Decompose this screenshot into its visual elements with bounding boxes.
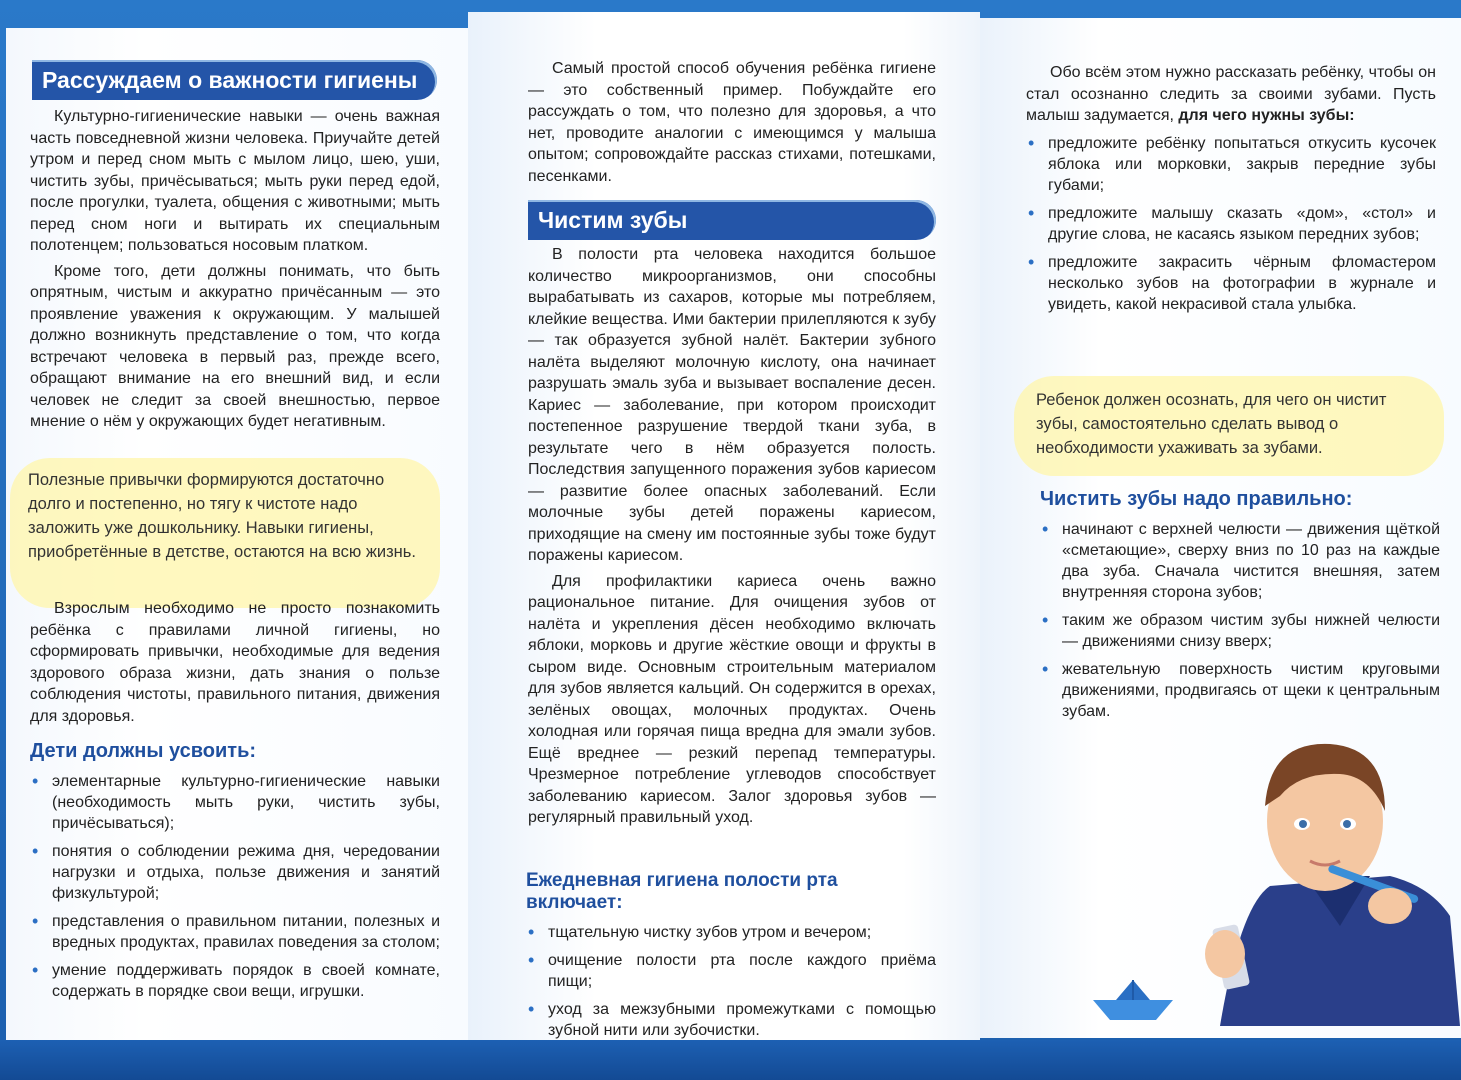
paper-boat-icon bbox=[1088, 980, 1178, 1030]
list-item: • предложите закрасить чёрным фломастером несколько зубов на фотографии в журнале и увидеть, какой некрасивой стала улыбка. bbox=[1026, 252, 1436, 315]
list-item: • элементарные культурно-гигиенические навыки (необходимость мыть руки, чистить зубы, причёсываться); bbox=[30, 771, 440, 834]
list-item: • начинают с верхней челюсти — движения щёткой «сметающие», сверху вниз по 10 раз на каждые два зуба. Сначала чистится внешняя, затем внутренняя сторона зубов; bbox=[1040, 519, 1440, 603]
list-item: • предложите малышу сказать «дом», «стол» и другие слова, не касаясь языком передних зубов; bbox=[1026, 203, 1436, 245]
left-body bbox=[30, 106, 440, 433]
highlight-note bbox=[28, 468, 423, 564]
paragraph: Для профилактики кариеса очень важно рациональное питание. Для очищения зубов от налёта и укрепления дёсен необходимо включать яблоки, морковь и другие жёсткие овощи и фрукты в сыром виде. Основным строительным материалом для зубов является кальций. Он содержится в орехах, зелёных овощах, молочных продуктах. Очень холодная или горячая пища вредна для эмали зубов. Ещё вреднее — резкий перепад температуры. Чрезмерное потребление углеводов способствует заболеванию кариесом. Залог здоровья зубов — регулярный правильный уход. bbox=[528, 572, 936, 826]
bullet-list bbox=[30, 771, 440, 1002]
water-border bbox=[0, 1040, 1461, 1080]
list-item: • очищение полости рта после каждого приёма пищи; bbox=[526, 950, 936, 992]
paragraph: В полости рта человека находится большое количество микроорганизмов, они способны вырабатывать из сахаров, которые мы потребляем, клейкие вещества. Ими бактерии прилепляются к зубу — так образуется зубной налёт. Бактерии зубного налёта выделяют молочную кислоту, она начинает разрушать эмаль зуба и вызывает воспаление десен. Кариес — заболевание, при котором происходит постепенное разрушение твердой ткани зуба, в результате чего в нём образуется полость. Последствия запущенного поражения зубов кариесом — развитие более опасных заболеваний. Если молочные зубы детей поражены кариесом, приходящие на смену им постоянные зубы тоже будут поражены кариесом. bbox=[528, 246, 936, 564]
middle-intro bbox=[528, 58, 936, 187]
paragraph bbox=[1026, 62, 1436, 127]
kids-should-learn bbox=[30, 740, 440, 1009]
paragraph: Культурно-гигиенические навыки — очень важная часть повседневной жизни человека. Приучайте детей утром и перед сном мыть с мылом лицо, шею, уши, чистить зубы, причёсываться; мыть руки перед едой, после прогулки, туалета, общения с животными; мыть перед сном ноги и вытирать их специальным полотенцем; пользоваться носовым платком. bbox=[30, 108, 440, 254]
boy-brushing-teeth-illustration bbox=[1180, 726, 1460, 1026]
list-item: • таким же образом чистим зубы нижней челюсти — движениями снизу вверх; bbox=[1040, 610, 1440, 652]
list-item: • предложите ребёнку попытаться откусить кусочек яблока или морковки, закрыв передние зубы губами; bbox=[1026, 133, 1436, 196]
bullet-list bbox=[526, 922, 936, 1041]
list-item: • тщательную чистку зубов утром и вечером; bbox=[526, 922, 936, 943]
paragraph: Кроме того, дети должны понимать, что быть опрятным, чистым и аккуратно причёсанным — это проявление уважения к окружающим. У малышей должно возникнуть представление о том, что когда встречают человека в первый раз, прежде всего, обращают внимание на его внешний вид, и если человек не следит за своей внешностью, первое мнение о нём у окружающих будет негативным. bbox=[30, 262, 440, 430]
left-page bbox=[6, 28, 468, 1044]
highlight-note bbox=[1036, 388, 1416, 460]
paragraph: Взрослым необходимо не просто познакомить ребёнка с правилами личной гигиены, но сформировать привычки, необходимые для ведения здорового образа жизни, дать знания о пользе соблюдения чистоты, правильного питания, движения для здоровья. bbox=[30, 600, 440, 725]
intro-text: Обо всём этом нужно рассказать ребёнку, чтобы он стал осознанно следить за своими зубами. Пусть малыш задумается, bbox=[1026, 64, 1436, 124]
list-item: • жевательную поверхность чистим круговыми движениями, продвигаясь от щеки к центральным зубам. bbox=[1040, 659, 1440, 722]
middle-body bbox=[528, 244, 936, 829]
bullet-list bbox=[1026, 133, 1436, 315]
right-intro bbox=[1026, 62, 1436, 322]
intro-bold: для чего нужны зубы: bbox=[1178, 107, 1355, 124]
subheading: Дети должны усвоить: bbox=[30, 740, 257, 762]
middle-page bbox=[468, 12, 980, 1048]
list-item: • понятия о соблюдении режима дня, чередовании нагрузки и отдыха, пользе движения и занятий физкультурой; bbox=[30, 841, 440, 904]
list-item: • умение поддерживать порядок в своей комнате, содержать в порядке свои вещи, игрушки. bbox=[30, 960, 440, 1002]
subheading: Ежедневная гигиена полости рта включает: bbox=[526, 870, 838, 913]
highlight-text: Ребенок должен осознать, для чего он чистит зубы, самостоятельно сделать вывод о необходимости ухаживать за зубами. bbox=[1036, 391, 1387, 457]
list-item: • уход за межзубными промежутками с помощью зубной нити или зубочистки. bbox=[526, 999, 936, 1041]
list-item: • представления о правильном питании, полезных и вредных продуктах, правилах поведения за столом; bbox=[30, 911, 440, 953]
subheading: Чистить зубы надо правильно: bbox=[1040, 488, 1353, 510]
bullet-list bbox=[1040, 519, 1440, 722]
brush-properly bbox=[1040, 488, 1440, 729]
highlight-text: Полезные привычки формируются достаточно долго и постепенно, но тягу к чистоте надо заложить уже дошкольнику. Навыки гигиены, приобретённые в детстве, остаются на всю жизнь. bbox=[28, 471, 416, 561]
section-heading-teeth: Чистим зубы bbox=[528, 200, 936, 240]
paragraph: Самый простой способ обучения ребёнка гигиене — это собственный пример. Побуждайте его рассуждать о том, что полезно для здоровья, а что нет, проводите аналогии с имеющимся у малыша опытом; сопровождайте рассказ стихами, потешками, песенками. bbox=[528, 60, 936, 185]
section-heading-hygiene: Рассуждаем о важности гигиены bbox=[32, 60, 437, 100]
daily-hygiene bbox=[526, 870, 936, 1048]
right-page bbox=[980, 18, 1461, 1038]
left-body-2 bbox=[30, 598, 440, 727]
